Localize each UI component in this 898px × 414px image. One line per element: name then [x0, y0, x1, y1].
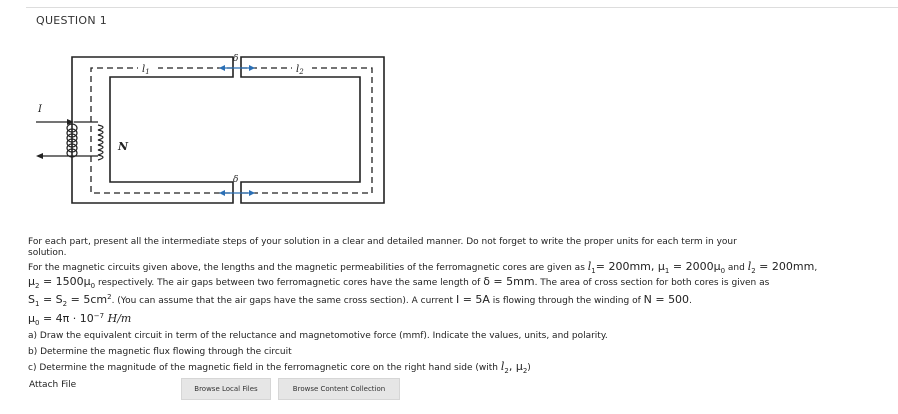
question-title: QUESTION 1: [36, 14, 107, 27]
label-l1: $l_1$: [142, 64, 150, 76]
part-a: a) Draw the equivalent circuit in term of the reluctance and magnetomotive force (mmf). Indicate the values, units, and polarity.: [28, 331, 608, 341]
label-l2: $l_2$: [296, 64, 304, 76]
mean-path-right: [241, 68, 372, 193]
top-divider: [26, 7, 898, 8]
instructions-line-1: For each part, present all the intermediate steps of your solution in a clear and detailed manner. Do not forget to write the proper units for each term in your: [28, 237, 737, 247]
label-delta-top: δ: [233, 54, 239, 64]
attach-file-label: Attach File: [29, 380, 77, 390]
left-core: [72, 57, 233, 203]
right-core: [241, 57, 384, 203]
air-gap-bottom-arrow: [219, 190, 255, 196]
label-delta-bottom: δ: [233, 175, 239, 185]
browse-content-collection-button[interactable]: Browse Content Collection: [278, 378, 400, 400]
magnetic-circuit-figure: [34, 52, 394, 228]
air-gap-top-arrow: [219, 65, 255, 71]
part-b: b) Determine the magnetic flux flowing through the circuit: [28, 347, 292, 357]
given-line-3: $S_1 = S_2 = 5cm^2$. (You can assume that the air gaps have the same cross section). A current I = 5A is flowing through the winding of N = 500.: [28, 293, 692, 308]
part-c: c) Determine the magnitude of the magnetic field in the ferromagnetic core on the right hand side (with $l_2$, $\mu_2$): [28, 360, 531, 375]
label-turns: N: [118, 140, 129, 153]
given-line-2: $\mu_2 = 1500\mu_0$ respectively. The air gaps between two ferromagnetic cores have the same length of δ = 5mm. The area of cross section for both cores is given as: [28, 275, 770, 290]
instructions-line-2: solution.: [28, 248, 67, 258]
label-current: I: [38, 104, 42, 115]
given-line-4: $\mu_0 = 4\pi \cdot 10^{-7}$ H/m: [28, 312, 132, 327]
mean-path-left: [91, 68, 233, 193]
browse-local-files-button[interactable]: Browse Local Files: [181, 378, 271, 400]
given-line-1: For the magnetic circuits given above, the lengths and the magnetic permeabilities of the ferromagnetic cores are given as $l_1= 200mm$, $\mu_1 = 2000\mu_0$ and $l_2 = 200mm$,: [28, 260, 818, 275]
